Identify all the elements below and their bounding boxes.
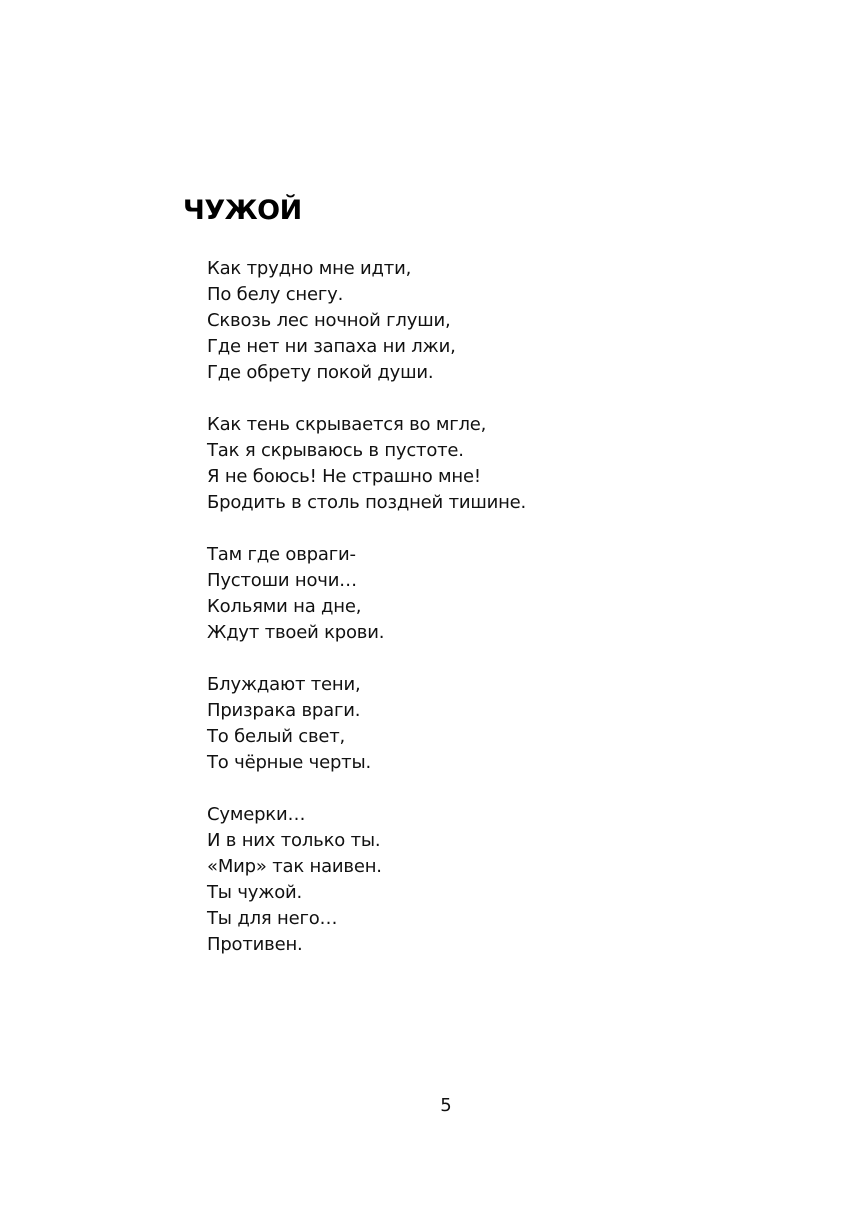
poem-line: Призрака враги. (207, 700, 361, 721)
poem-line: Кольями на дне, (207, 596, 362, 617)
poem-line: Блуждают тени, (207, 674, 361, 695)
poem-line: По белу снегу. (207, 284, 344, 305)
poem-line: Как тень скрывается во мгле, (207, 414, 487, 435)
page-title: ЧУЖОЙ (183, 195, 302, 226)
poem-line: Бродить в столь поздней тишине. (207, 492, 527, 513)
poem-line: Где обрету покой души. (207, 362, 434, 383)
stanza-4 (207, 672, 767, 776)
poem-line: Сквозь лес ночной глуши, (207, 310, 451, 331)
poem-line: Ты для него… (207, 908, 338, 929)
poem-line: «Мир» так наивен. (207, 856, 382, 877)
poem-line: И в них только ты. (207, 830, 381, 851)
stanza-5 (207, 802, 767, 958)
poem-line: То белый свет, (207, 726, 346, 747)
poem-line: Ты чужой. (207, 882, 303, 903)
page-number: 5 (440, 1095, 452, 1116)
stanza-2 (207, 412, 767, 516)
poem-line: Ждут твоей крови. (207, 622, 385, 643)
stanza-1 (207, 256, 767, 386)
poem-line: Там где овраги- (207, 544, 356, 565)
poem-line: Пустоши ночи… (207, 570, 357, 591)
poem-line: Я не боюсь! Не страшно мне! (207, 466, 481, 487)
poem-line: Противен. (207, 934, 303, 955)
stanza-3 (207, 542, 767, 646)
poem-line: Где нет ни запаха ни лжи, (207, 336, 456, 357)
poem-line: Как трудно мне идти, (207, 258, 412, 279)
poem-body (207, 256, 767, 984)
poem-line: То чёрные черты. (207, 752, 371, 773)
poem-line: Так я скрываюсь в пустоте. (207, 440, 464, 461)
poem-line: Сумерки… (207, 804, 306, 825)
